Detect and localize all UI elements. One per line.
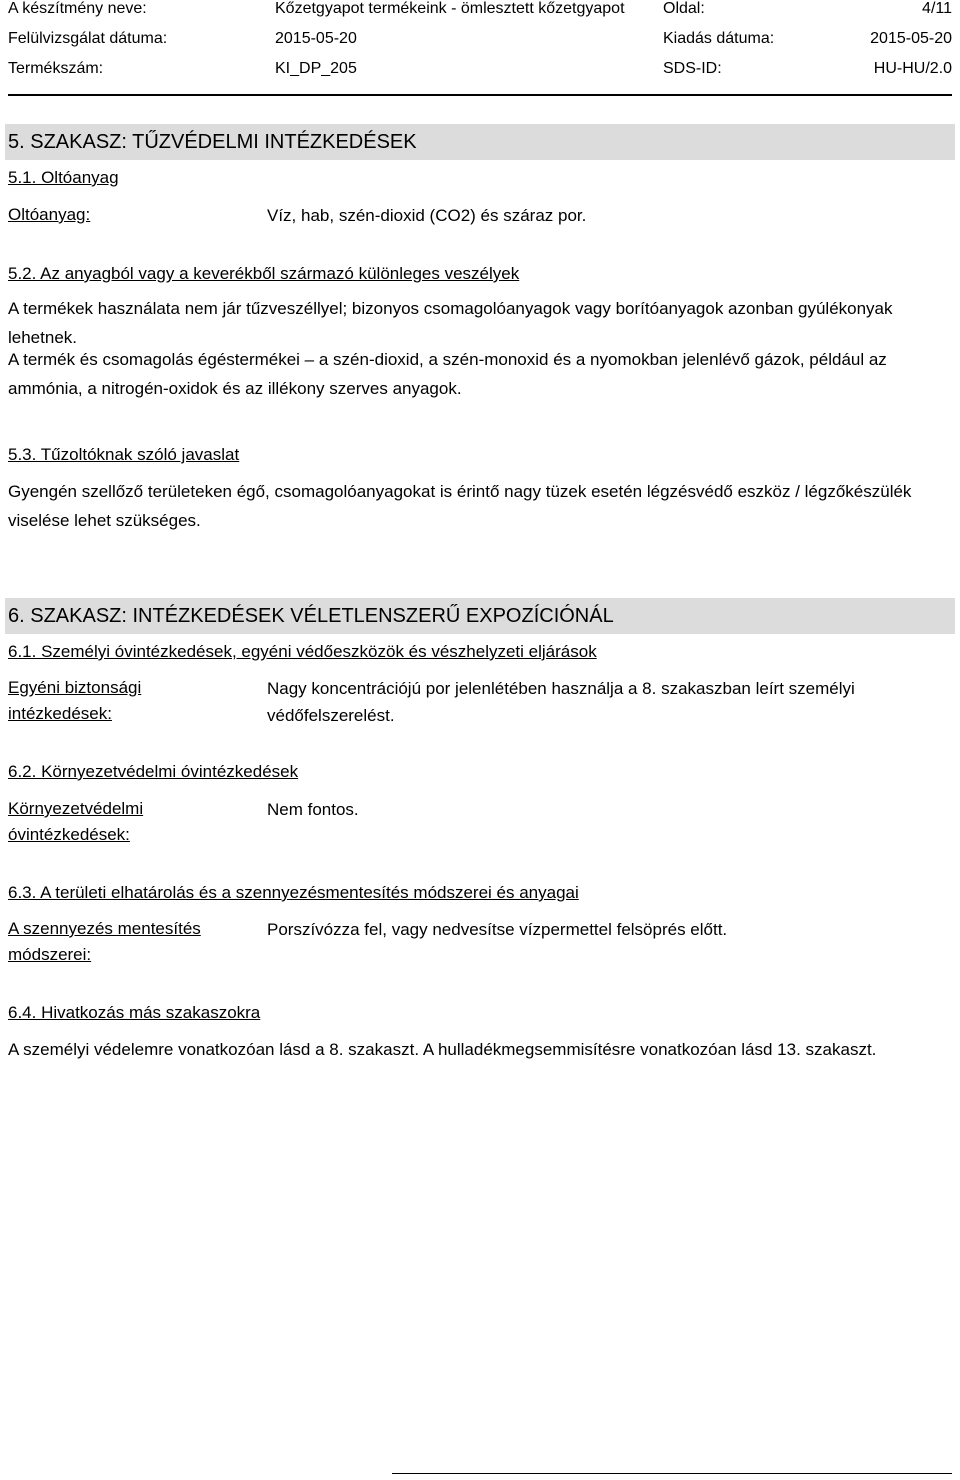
special-hazards-paragraph-2: A termék és csomagolás égéstermékei – a szén-dioxid, a szén-monoxid és a nyomokban jelenlévő gázok, például az ammónia, a nitrogén-oxidok és az illékony szerves anyagok.	[8, 350, 887, 398]
header-row-product	[8, 0, 952, 30]
subsection-6-2-title: 6.2. Környezetvédelmi óvintézkedések	[8, 762, 299, 781]
subsection-6-3-title: 6.3. A területi elhatárolás és a szennyezésmentesítés módszerei és anyagai	[8, 883, 579, 902]
extinguishing-media-label: Oltóanyag:	[8, 205, 91, 224]
footer-divider	[392, 1473, 952, 1474]
product-name: Kőzetgyapot termékeink - ömlesztett kőzetgyapot	[275, 0, 625, 17]
revision-date: 2015-05-20	[275, 30, 357, 47]
sds-id: HU-HU/2.0	[873, 60, 952, 77]
section-references-paragraph: A személyi védelemre vonatkozóan lásd a 8. szakaszt. A hulladékmegsemmisítésre vonatkozóan lásd 13. szakaszt.	[8, 1040, 877, 1059]
cleanup-methods-label: A szennyezés mentesítés módszerei:	[8, 919, 201, 964]
section-6-heading	[5, 598, 955, 634]
header-divider	[8, 94, 952, 96]
sds-id-label: SDS-ID:	[663, 60, 722, 77]
section-6-title: 6. SZAKASZ: INTÉZKEDÉSEK VÉLETLENSZERŰ EXPOZÍCIÓNÁL	[8, 605, 614, 627]
subsection-5-3-title: 5.3. Tűzoltóknak szóló javaslat	[8, 445, 240, 464]
header-row-ids	[8, 60, 952, 90]
page-label: Oldal:	[663, 0, 705, 17]
environmental-precautions-label: Környezetvédelmi óvintézkedések:	[8, 799, 144, 844]
product-number-label: Termékszám:	[8, 60, 104, 77]
product-name-label: A készítmény neve:	[8, 0, 147, 17]
subsection-5-2-title: 5.2. Az anyagból vagy a keverékből származó különleges veszélyek	[8, 264, 520, 283]
personal-precautions-label: Egyéni biztonsági intézkedések:	[8, 678, 142, 723]
subsection-6-4-title: 6.4. Hivatkozás más szakaszokra	[8, 1003, 261, 1022]
environmental-precautions-value: Nem fontos.	[267, 800, 359, 819]
page-number: 4/11	[922, 0, 952, 17]
issue-date-label: Kiadás dátuma:	[663, 30, 775, 47]
issue-date: 2015-05-20	[870, 30, 952, 47]
section-5-title: 5. SZAKASZ: TŰZVÉDELMI INTÉZKEDÉSEK	[8, 131, 417, 153]
revision-date-label: Felülvizsgálat dátuma:	[8, 30, 168, 47]
personal-precautions-value: Nagy koncentrációjú por jelenlétében használja a 8. szakaszban leírt személyi védőfelszerelést.	[267, 679, 855, 725]
cleanup-methods-value: Porszívózza fel, vagy nedvesítse vízpermettel felsöprés előtt.	[267, 920, 728, 939]
header-row-dates	[8, 30, 952, 60]
extinguishing-media-value: Víz, hab, szén-dioxid (CO2) és száraz por.	[267, 206, 587, 225]
subsection-6-1-title: 6.1. Személyi óvintézkedések, egyéni védőeszközök és vészhelyzeti eljárások	[8, 642, 597, 661]
special-hazards-paragraph-1: A termékek használata nem jár tűzveszéllyel; bizonyos csomagolóanyagok vagy borítóanyagok azonban gyúlékonyak lehetnek.	[8, 299, 893, 347]
subsection-5-1-title: 5.1. Oltóanyag	[8, 168, 119, 187]
product-number: KI_DP_205	[275, 60, 357, 77]
section-5-heading	[5, 124, 955, 160]
firefighter-advice-paragraph: Gyengén szellőző területeken égő, csomagolóanyagokat is érintő nagy tüzek esetén légzésvédő eszköz / légzőkészülék viselése lehet szükséges.	[8, 482, 912, 530]
